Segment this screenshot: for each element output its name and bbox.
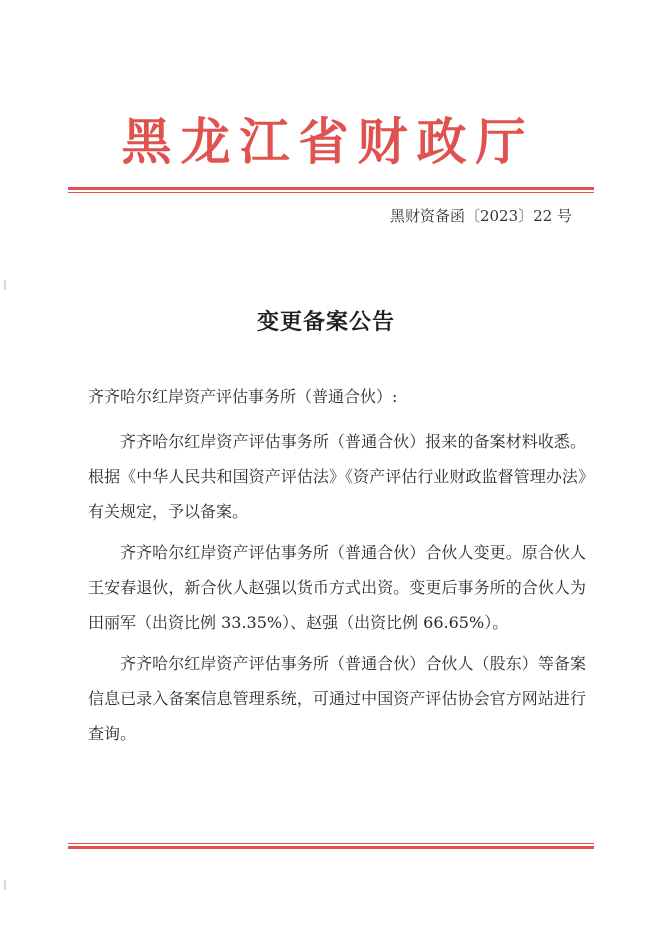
- organization-masthead: 黑龙江省财政厅: [121, 112, 535, 171]
- salutation: 齐齐哈尔红岸资产评估事务所（普通合伙）:: [88, 387, 398, 406]
- paragraph-partner-change: 齐齐哈尔红岸资产评估事务所（普通合伙）合伙人变更。原合伙人王安春退伙，新合伙人赵强以货币方式出资。变更后事务所的合伙人为田丽军（出资比例 33.35%）、赵强（出资比例 66.65%）。: [88, 543, 586, 632]
- masthead-divider: [68, 187, 594, 193]
- paragraph-query-info: 齐齐哈尔红岸资产评估事务所（普通合伙）合伙人（股东）等备案信息已录入备案信息管理系统，可通过中国资产评估协会官方网站进行查询。: [88, 654, 586, 743]
- notice-body: [88, 424, 586, 757]
- paragraph-filing-received: 齐齐哈尔红岸资产评估事务所（普通合伙）报来的备案材料收悉。根据《中华人民共和国资产评估法》《资产评估行业财政监督管理办法》有关规定，予以备案。: [88, 432, 586, 521]
- footer-divider: [68, 843, 594, 849]
- scan-edge-mark: [4, 880, 6, 890]
- scan-edge-mark: [4, 280, 6, 290]
- notice-title: 变更备案公告: [256, 309, 395, 335]
- document-number: 黑财资备函〔2023〕22 号: [389, 207, 572, 225]
